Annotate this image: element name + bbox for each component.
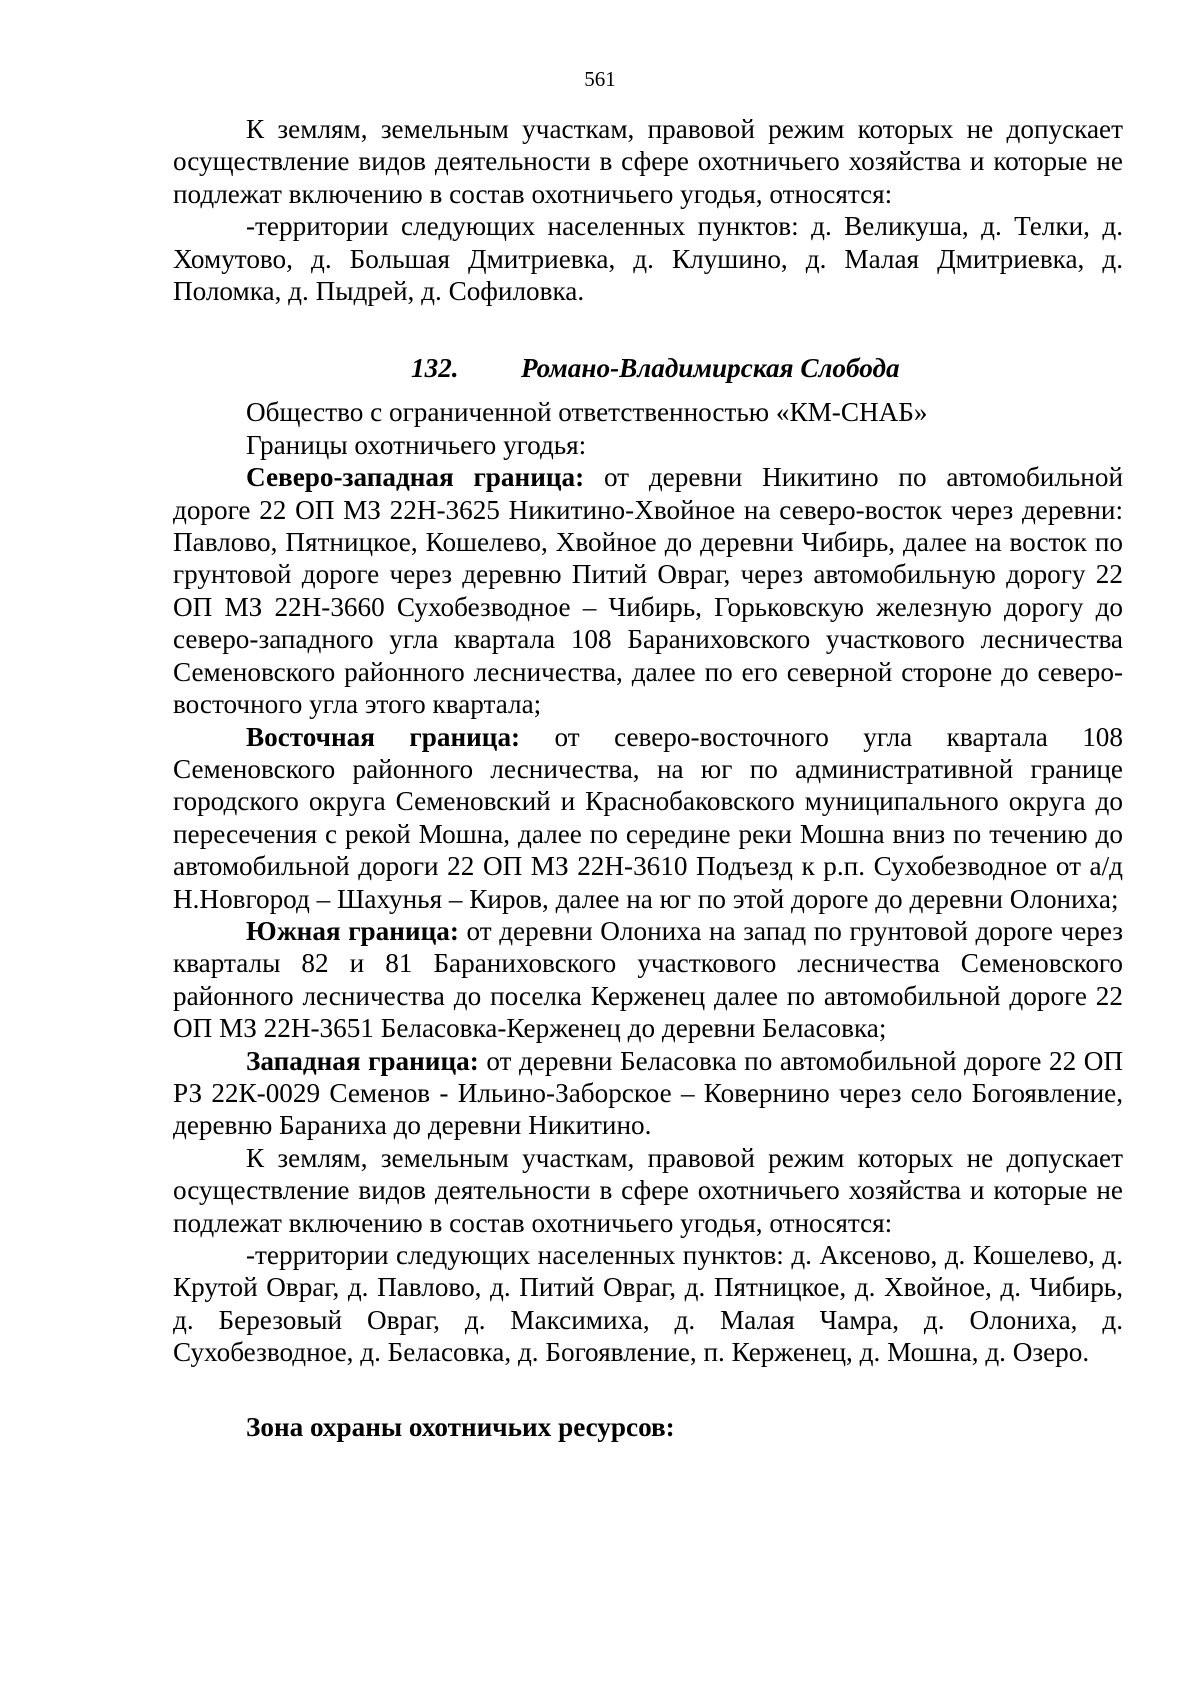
- document-body: [173, 113, 1123, 1443]
- page-number: 561: [584, 67, 616, 91]
- exclusion-paragraph: К землям, земельным участкам, правовой режим которых не допускает осуществление видов деятельности в сфере охотничьего хозяйства и которые не подлежат включению в состав охотничьего угодья, относятся:: [173, 1142, 1123, 1238]
- section-number: 132.: [411, 353, 459, 384]
- boundary-text: от деревни Беласовка по автомобильной дороге 22 ОП РЗ 22К-0029 Семенов - Ильино-Заборское – Ковернино через село Богоявление, деревню Бараниха до деревни Никитино.: [173, 1045, 1123, 1141]
- section-title: Романо-Владимирская Слобода: [521, 353, 900, 384]
- boundary-label: Восточная граница:: [246, 721, 521, 752]
- boundary-label: Северо-западная граница:: [246, 462, 585, 493]
- territories-paragraph-top: -территории следующих населенных пунктов: д. Великуша, д. Телки, д. Хомутово, д. Большая Дмитриевка, д. Клушино, д. Малая Дмитриевка, д. Поломка, д. Пыдрей, д. Софиловка.: [173, 211, 1123, 307]
- organization-name: Общество с ограниченной ответственностью «КМ-СНАБ»: [246, 397, 928, 428]
- exclusion-paragraph-top: К землям, земельным участкам, правовой режим которых не допускает осуществление видов деятельности в сфере охотничьего хозяйства и которые не подлежат включению в состав охотничьего угодья, относятся:: [173, 114, 1123, 209]
- boundary-text: от деревни Олониха на запад по грунтовой дороге через кварталы 82 и 81 Бараниховского участкового лесничества Семеновского районного лесничества до поселка Керженец далее по автомобильной дороге 22 ОП МЗ 22Н-3651 Беласовка-Керженец до деревни Беласовка;: [173, 915, 1124, 1044]
- boundary-label: Западная граница:: [246, 1045, 479, 1076]
- boundary-northwest: [173, 461, 1123, 720]
- boundary-east: [173, 721, 1123, 915]
- boundary-label: Южная граница:: [246, 915, 459, 946]
- zone-heading: Зона охраны охотничьих ресурсов:: [246, 1411, 675, 1442]
- section-heading: [173, 352, 1123, 396]
- boundary-west: [173, 1045, 1123, 1142]
- boundary-south: [173, 915, 1123, 1045]
- boundary-text: от северо-восточного угла квартала 108 Семеновского районного лесничества, на юг по административной границе городского округа Семеновский и Краснобаковского муниципального округа до пересечения с рекой Мошна, далее по середине реки Мошна вниз по течению до автомобильной дороги 22 ОП МЗ 22Н-3610 Подъезд к р.п. Сухобезводное от а/д Н.Новгород – Шахунья – Киров, далее на юг по этой дороге до деревни Олониха;: [173, 721, 1123, 914]
- boundaries-label: Границы охотничьего угодья:: [246, 429, 587, 460]
- territories-paragraph: -территории следующих населенных пунктов: д. Аксеново, д. Кошелево, д. Крутой Овраг, д. Павлово, д. Питий Овраг, д. Пятницкое, д. Хвойное, д. Чибирь, д. Березовый Овраг, д. Максимиха, д. Малая Чамра, д. Олониха, д. Сухобезводное, д. Беласовка, д. Богоявление, п. Керженец, д. Мошна, д. Озеро.: [173, 1240, 1123, 1368]
- boundary-text: от деревни Никитино по автомобильной дороге 22 ОП МЗ 22Н-3625 Никитино-Хвойное на северо-восток через деревни: Павлово, Пятницкое, Кошелево, Хвойное до деревни Чибирь, далее на восток по грунтовой дороге через деревню Питий Овраг, через автомобильную дорогу 22 ОП МЗ 22Н-3660 Сухобезводное – Чибирь, Горьковскую железную дорогу до северо-западного угла квартала 108 Бараниховского участкового лесничества Семеновского районного лесничества, далее по его северной стороне до северо-восточного угла этого квартала;: [173, 462, 1123, 720]
